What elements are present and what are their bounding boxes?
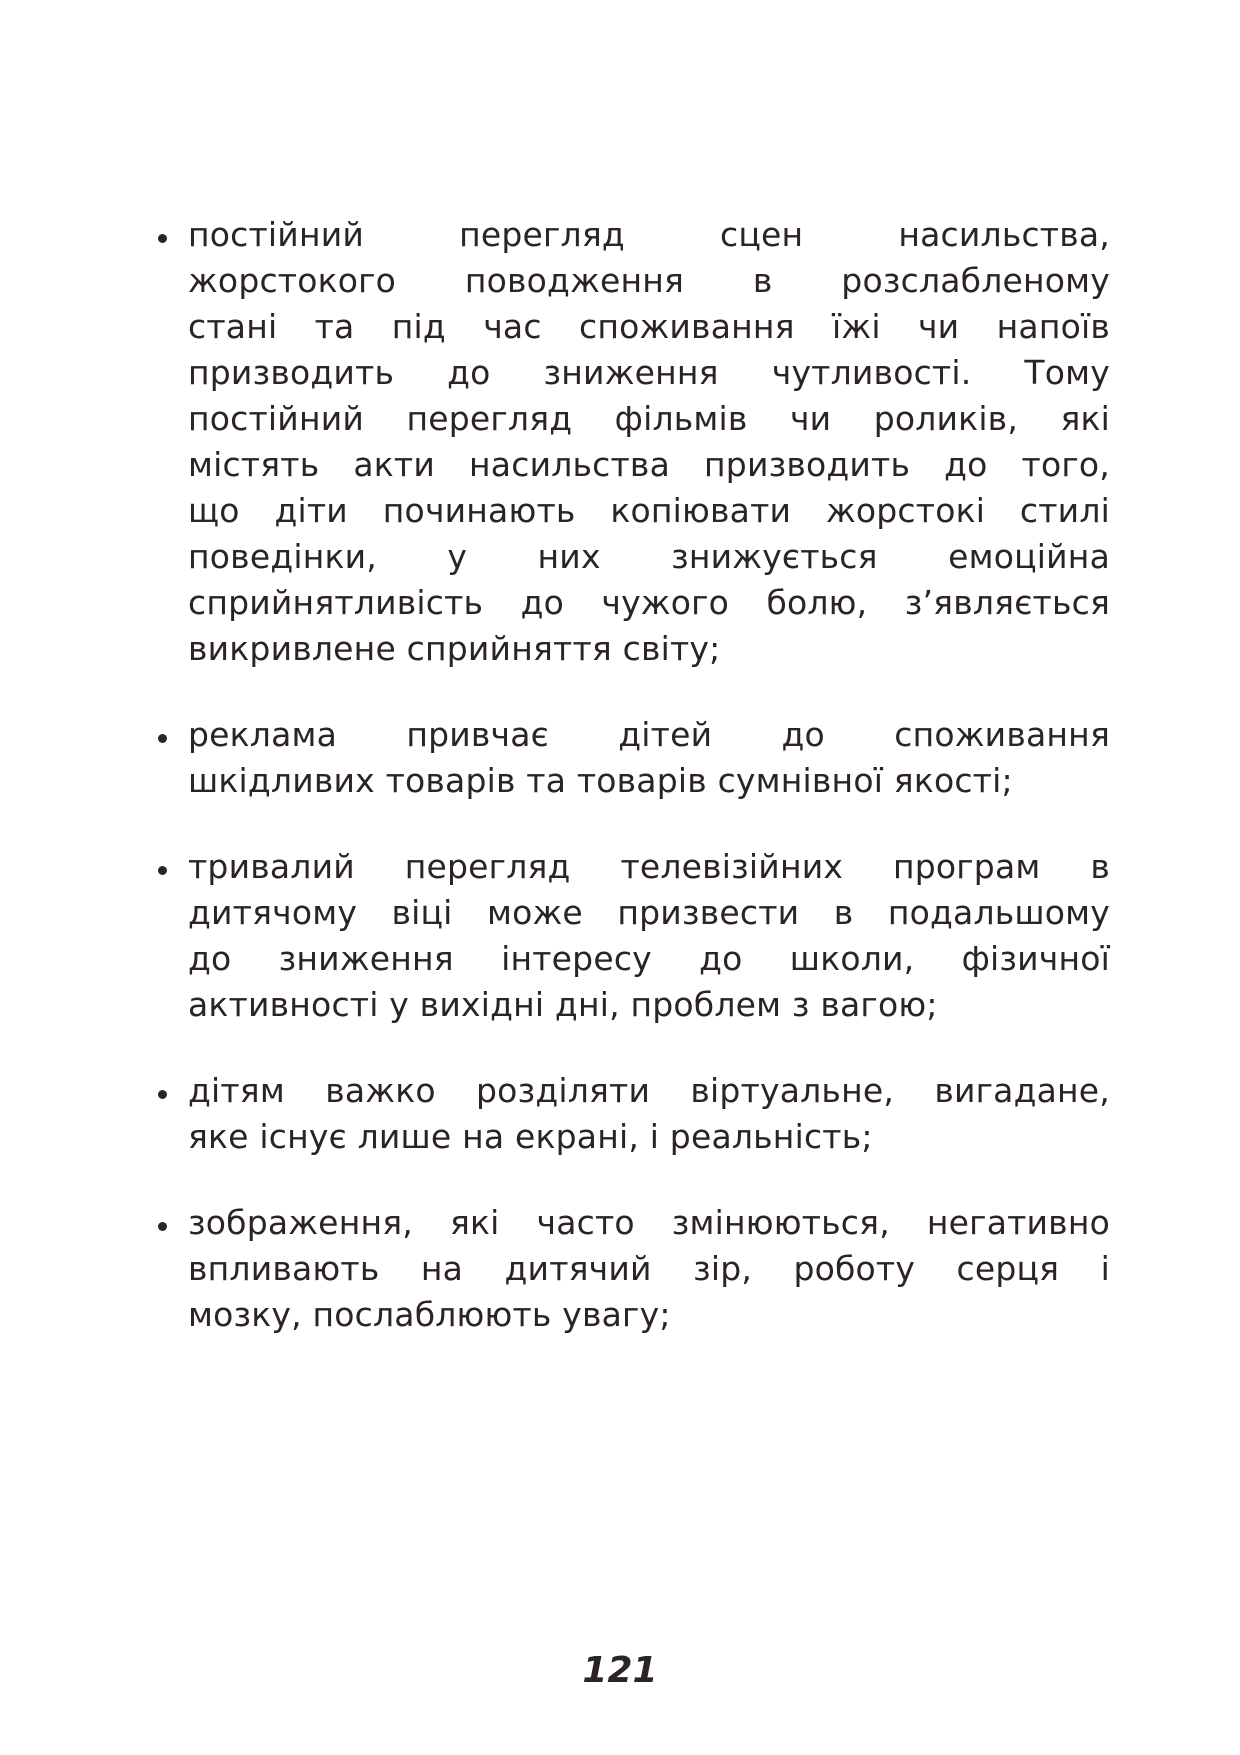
list-item (188, 212, 1110, 672)
bullet-icon (158, 1222, 167, 1231)
page-number: 121 (582, 1650, 658, 1691)
text-line: жорстокого поводження в розслабленому (188, 261, 1110, 300)
bullet-icon (158, 734, 167, 743)
list-item (188, 1200, 1110, 1338)
list-item (188, 712, 1110, 804)
text-line: викривлене сприйняття світу; (188, 629, 721, 668)
text-line: до зниження інтересу до школи, фізичної (188, 939, 1110, 978)
text-line: поведінки, у них знижується емоційна (188, 537, 1110, 576)
text-line: тривалий перегляд телевізійних програм в (188, 847, 1110, 886)
text-line: яке існує лише на екрані, і реальність; (188, 1117, 873, 1156)
bullet-list (188, 212, 1110, 1378)
text-line: сприйнятливість до чужого болю, з’являється (188, 583, 1110, 622)
text-line: постійний перегляд фільмів чи роликів, які (188, 399, 1110, 438)
text-line: зображення, які часто змінюються, негативно (188, 1203, 1110, 1242)
text-line: постійний перегляд сцен насильства, (188, 215, 1110, 254)
bullet-icon (158, 866, 167, 875)
text-line: дітям важко розділяти віртуальне, вигадане, (188, 1071, 1110, 1110)
text-line: шкідливих товарів та товарів сумнівної якості; (188, 761, 1013, 800)
bullet-icon (158, 234, 167, 243)
bullet-icon (158, 1090, 167, 1099)
text-line: дитячому віці може призвести в подальшому (188, 893, 1110, 932)
text-line: впливають на дитячий зір, роботу серця і (188, 1249, 1110, 1288)
text-line: мозку, послаблюють увагу; (188, 1295, 671, 1334)
list-item (188, 844, 1110, 1028)
text-line: призводить до зниження чутливості. Тому (188, 353, 1110, 392)
text-line: містять акти насильства призводить до того, (188, 445, 1110, 484)
text-line: що діти починають копіювати жорстокі стилі (188, 491, 1110, 530)
text-line: реклама привчає дітей до споживання (188, 715, 1110, 754)
text-line: активності у вихідні дні, проблем з вагою; (188, 985, 938, 1024)
list-item (188, 1068, 1110, 1160)
text-line: стані та під час споживання їжі чи напоїв (188, 307, 1110, 346)
